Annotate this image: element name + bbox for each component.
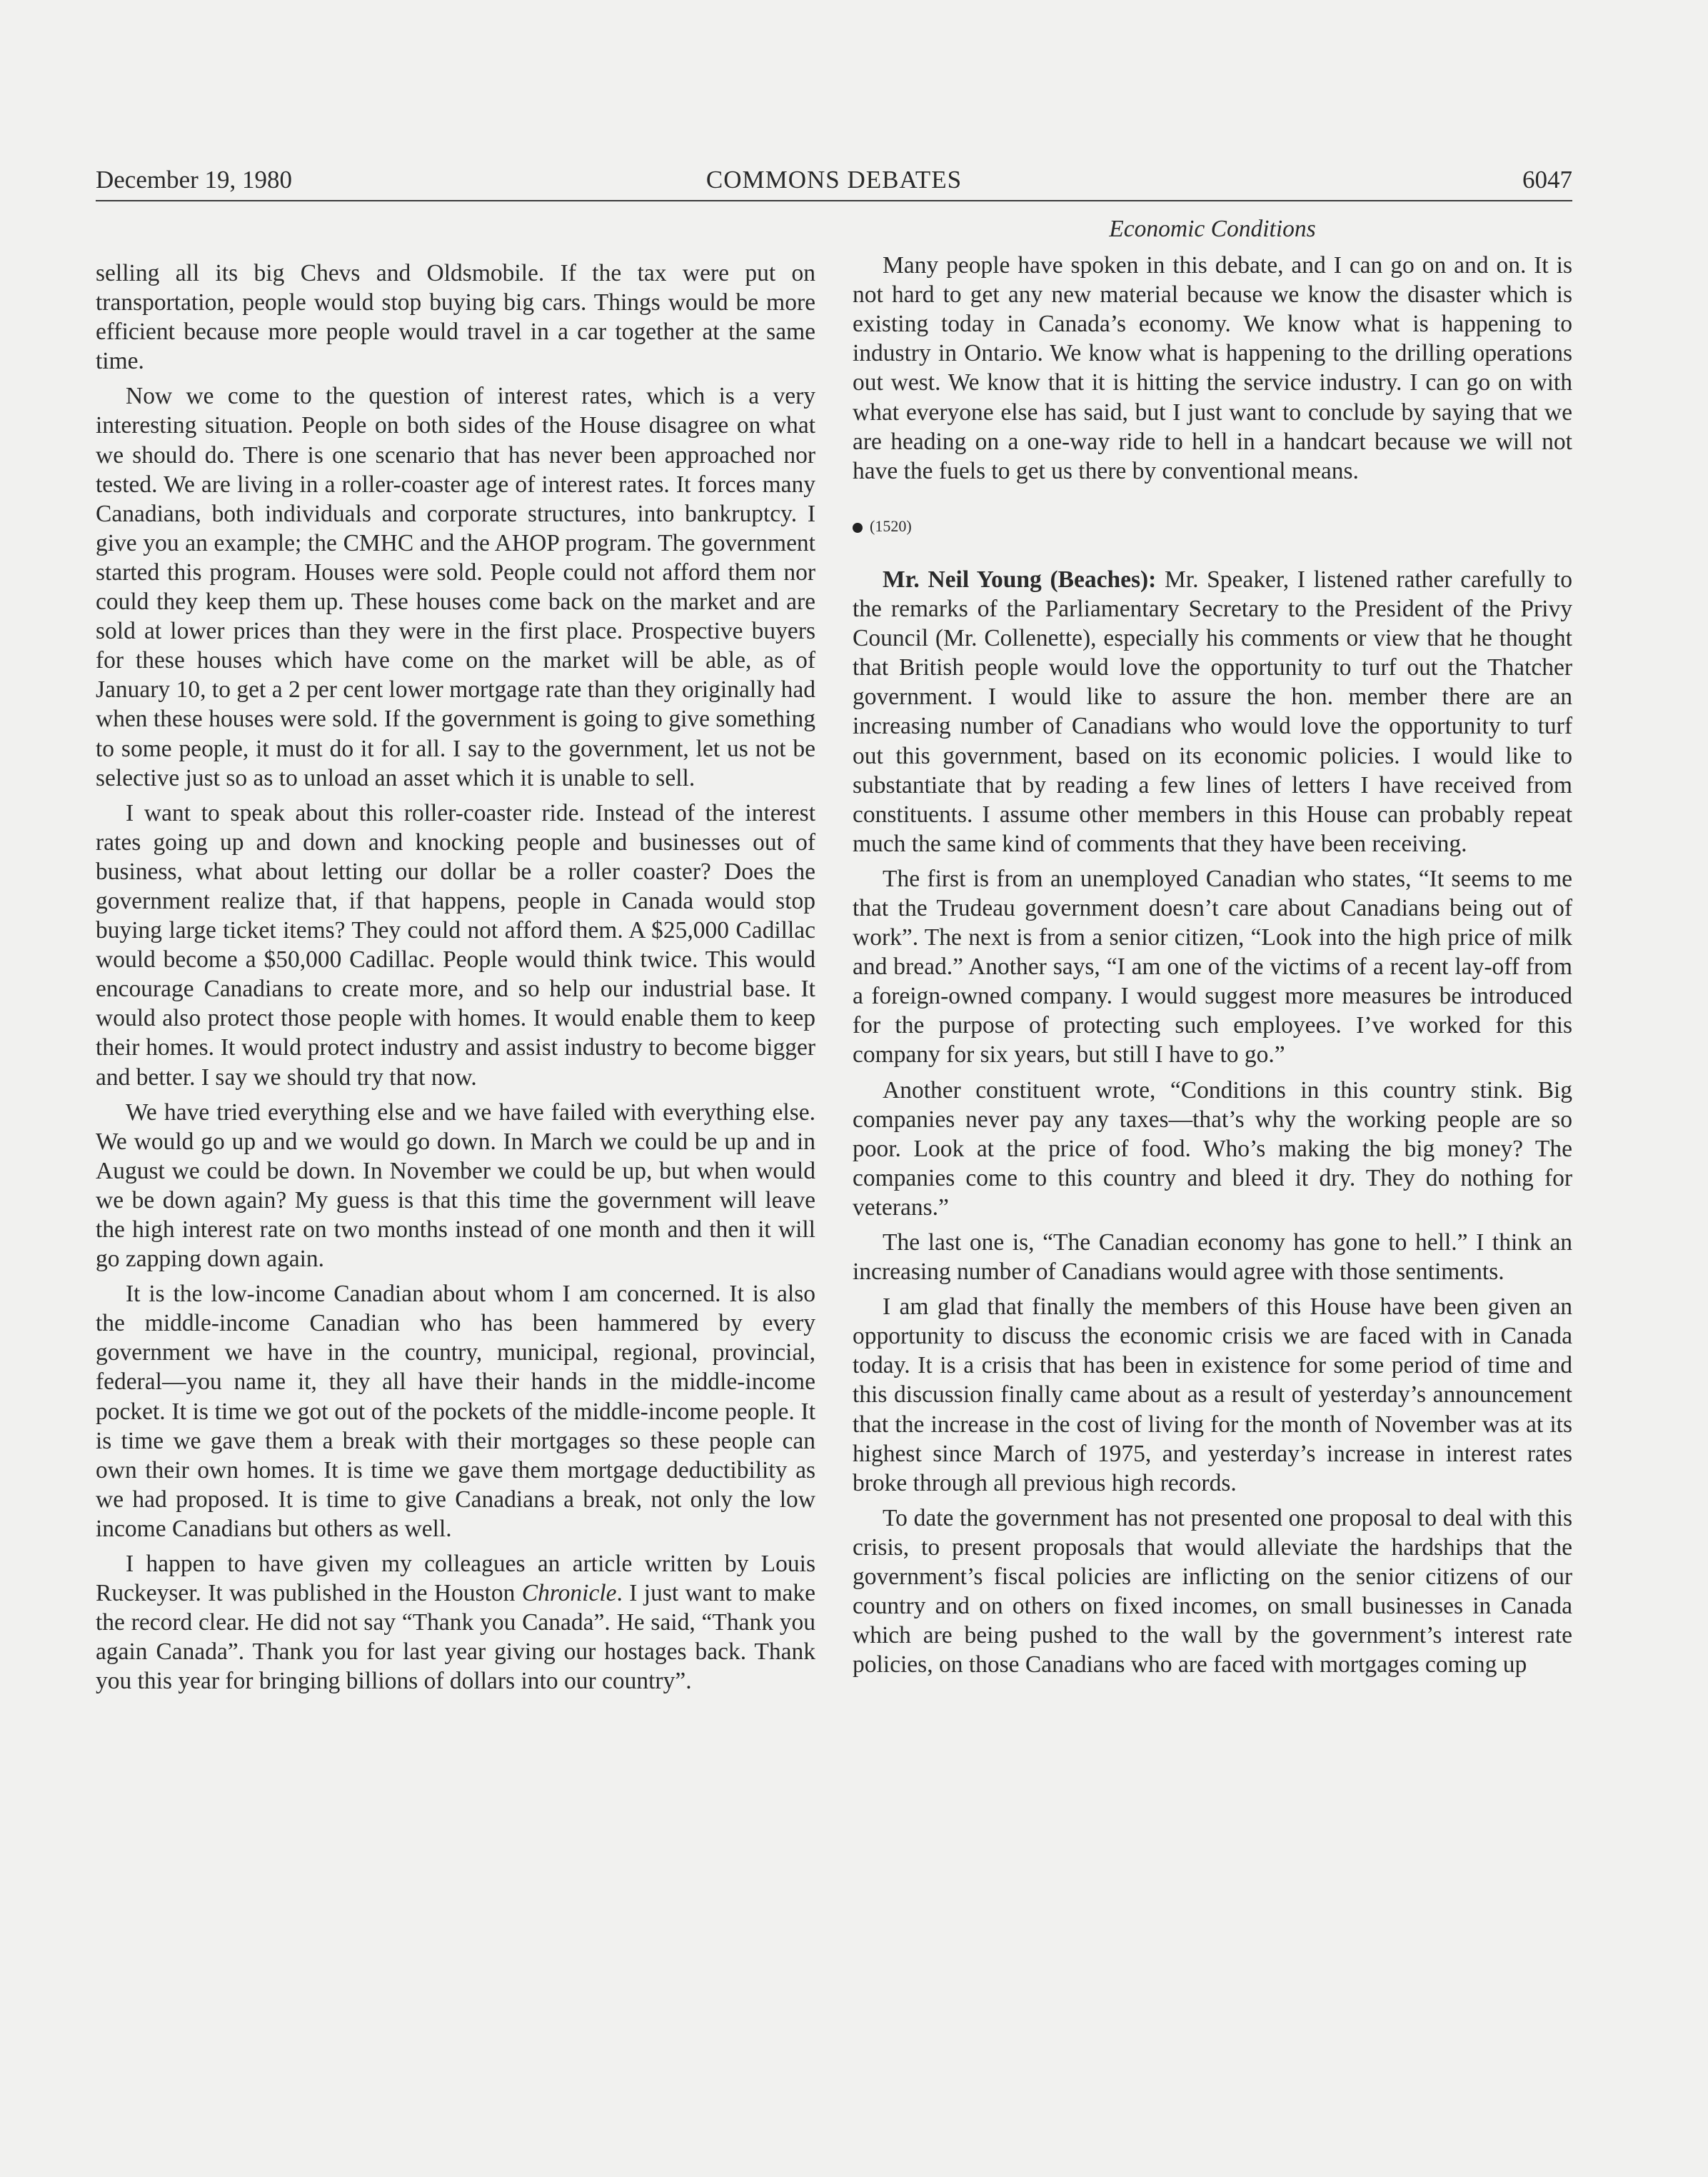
paragraph: The last one is, “The Canadian economy has gone to hell.” I think an increasing number of Canadians would agree with those sentiments. bbox=[853, 1229, 1572, 1286]
paragraph: It is the low-income Canadian about whom I am concerned. It is also the middle-income Canadian who has been hammered by every government we have in the country, municipal, regional, provincial, federal—you name it, they all have their hands in the middle-income pocket. It is time we got out of the pockets of the middle-income people. It is time we gave them a break with their mortgages so these people can own their own homes. It is time we gave them mortgage deductibility as we had proposed. It is time to give Canadians a break, not only the low income Canadians but others as well. bbox=[96, 1281, 815, 1542]
paragraph: selling all its big Chevs and Oldsmobile. If the tax were put on transportation, people would stop buying big cars. Things would be more efficient because more people would travel in a car together at the same time. bbox=[96, 260, 815, 375]
paragraph: To date the government has not presented one proposal to deal with this crisis, to present proposals that would alleviate the hardships that the government’s fiscal policies are inflicting on the senior citizens of our country and on others on fixed incomes, on small businesses in Canada which are being pushed to the wall by the government’s interest rate policies, on those Canadians who are faced with mortgages coming up bbox=[853, 1504, 1572, 1678]
paragraph: I want to speak about this roller-coaster ride. Instead of the interest rates going up and down and knocking people and businesses out of business, what about letting our dollar be a roller coaster? Does the government realize that, if that happens, people in Canada would stop buying large ticket items? They could not afford them. A $25,000 Cadillac would become a $50,000 Cadillac. People would think twice. This would encourage Canadians to create more, and so help our industrial base. It would also protect those people with homes. It would enable them to keep their homes. It would protect industry and assist industry to become bigger and better. I say we should try that now. bbox=[96, 799, 815, 1091]
paragraph: I am glad that finally the members of this House have been given an opportunity to discuss the economic crisis we are faced with in Canada today. It is a crisis that has been in existence for some period of time and this discussion finally came about as a result of yesterday’s announcement that the increase in the cost of living for the month of November was at its highest since March of 1975, and yesterday’s increase in interest rates broke through all previous high records. bbox=[853, 1293, 1572, 1496]
header-title: COMMONS DEBATES bbox=[705, 166, 963, 194]
paragraph bbox=[96, 1549, 815, 1696]
right-column bbox=[853, 214, 1572, 1685]
left-column bbox=[96, 259, 815, 1702]
paragraph: The first is from an unemployed Canadian who states, “It seems to me that the Trudeau government doesn’t care about Canadians being out of work”. The next is from a senior citizen, “Look into the high price of milk and bread.” Another says, “I am one of the victims of a recent lay-off from a foreign-owned company. I would suggest more measures be introduced for the purpose of protecting such employees. I’ve worked for this company for six years, but still I have to go.” bbox=[853, 865, 1572, 1069]
time-marker bbox=[853, 511, 1572, 541]
paragraph: Many people have spoken in this debate, and I can go on and on. It is not hard to get any new material because we know the disaster which is existing today in Canada’s economy. We know what is happening to industry in Ontario. We know what is happening to the drilling operations out west. We know that it is hitting the service industry. I can go on with what everyone else has said, but I just want to conclude by saying that we are heading on a one-way ride to hell in a handcart because we will not have the fuels to get us there by conventional means. bbox=[853, 252, 1572, 484]
newspaper-title: Chronicle bbox=[521, 1580, 617, 1607]
header-page-number: 6047 bbox=[1522, 166, 1572, 194]
paragraph-text: Mr. Speaker, I listened rather carefully to the remarks of the Parliamentary Secretary to the President of the Privy Council (Mr. Collenette), especially his comments or view that he thought that British people would love the opportunity to turf out the Thatcher government. I would like to assure the hon. member there are an increasing number of Canadians who would love the opportunity to turf out this government, based on its economic policies. I would like to substantiate that by reading a few lines of letters I have received from constituents. I assume other members in this House can probably repeat much the same kind of comments that they have been receiving. bbox=[853, 566, 1572, 857]
paragraph: We have tried everything else and we have failed with everything else. We would go up and we would go down. In March we could be up and in August we could be down. In November we could be up, but when would we be down again? My guess is that this time the government will leave the high interest rate on two months instead of one month and then it will go zapping down again. bbox=[96, 1098, 815, 1273]
header-date: December 19, 1980 bbox=[96, 166, 293, 194]
paragraph-text: I happen to have given my colleagues an article written by Louis Ruckeyser. It was published in the Houston bbox=[96, 1551, 815, 1607]
section-heading: Economic Conditions bbox=[1109, 216, 1316, 242]
page-header bbox=[96, 163, 1572, 201]
paragraph: Another constituent wrote, “Conditions in this country stink. Big companies never pay any taxes—that’s why the working people are so poor. Look at the price of food. Who’s making the big money? The companies come to this country and bleed it dry. They do nothing for veterans.” bbox=[853, 1076, 1572, 1221]
paragraph-text: . I just want to make the record clear. He did not say “Thank you Canada”. He said, “Thank you again Canada”. Thank you for last year giving our hostages back. Thank you this year for bringing billions of dollars into our country”. bbox=[96, 1580, 815, 1695]
time-marker-text: (1520) bbox=[870, 516, 912, 535]
bullet-dot-icon bbox=[853, 523, 863, 533]
paragraph: Now we come to the question of interest rates, which is a very interesting situation. People on both sides of the House disagree on what we should do. There is one scenario that has never been approached nor tested. We are living in a roller-coaster age of interest rates. It forces many Canadians, both individuals and corporate structures, into bankruptcy. I give you an example; the CMHC and the AHOP program. The government started this program. Houses were sold. People could not afford them nor could they keep them up. These houses come back on the market and are sold at lower prices than they were in the first place. Prospective buyers for these houses which have come on the market will be able, as of January 10, to get a 2 per cent lower mortgage rate than they originally had when these houses were sold. If the government is going to give something to some people, it must do it for all. I say to the government, let us not be selective just so as to unload an asset which it is unable to sell. bbox=[96, 383, 815, 791]
speaker-name: Mr. Neil Young (Beaches): bbox=[883, 566, 1157, 593]
paragraph bbox=[853, 565, 1572, 859]
